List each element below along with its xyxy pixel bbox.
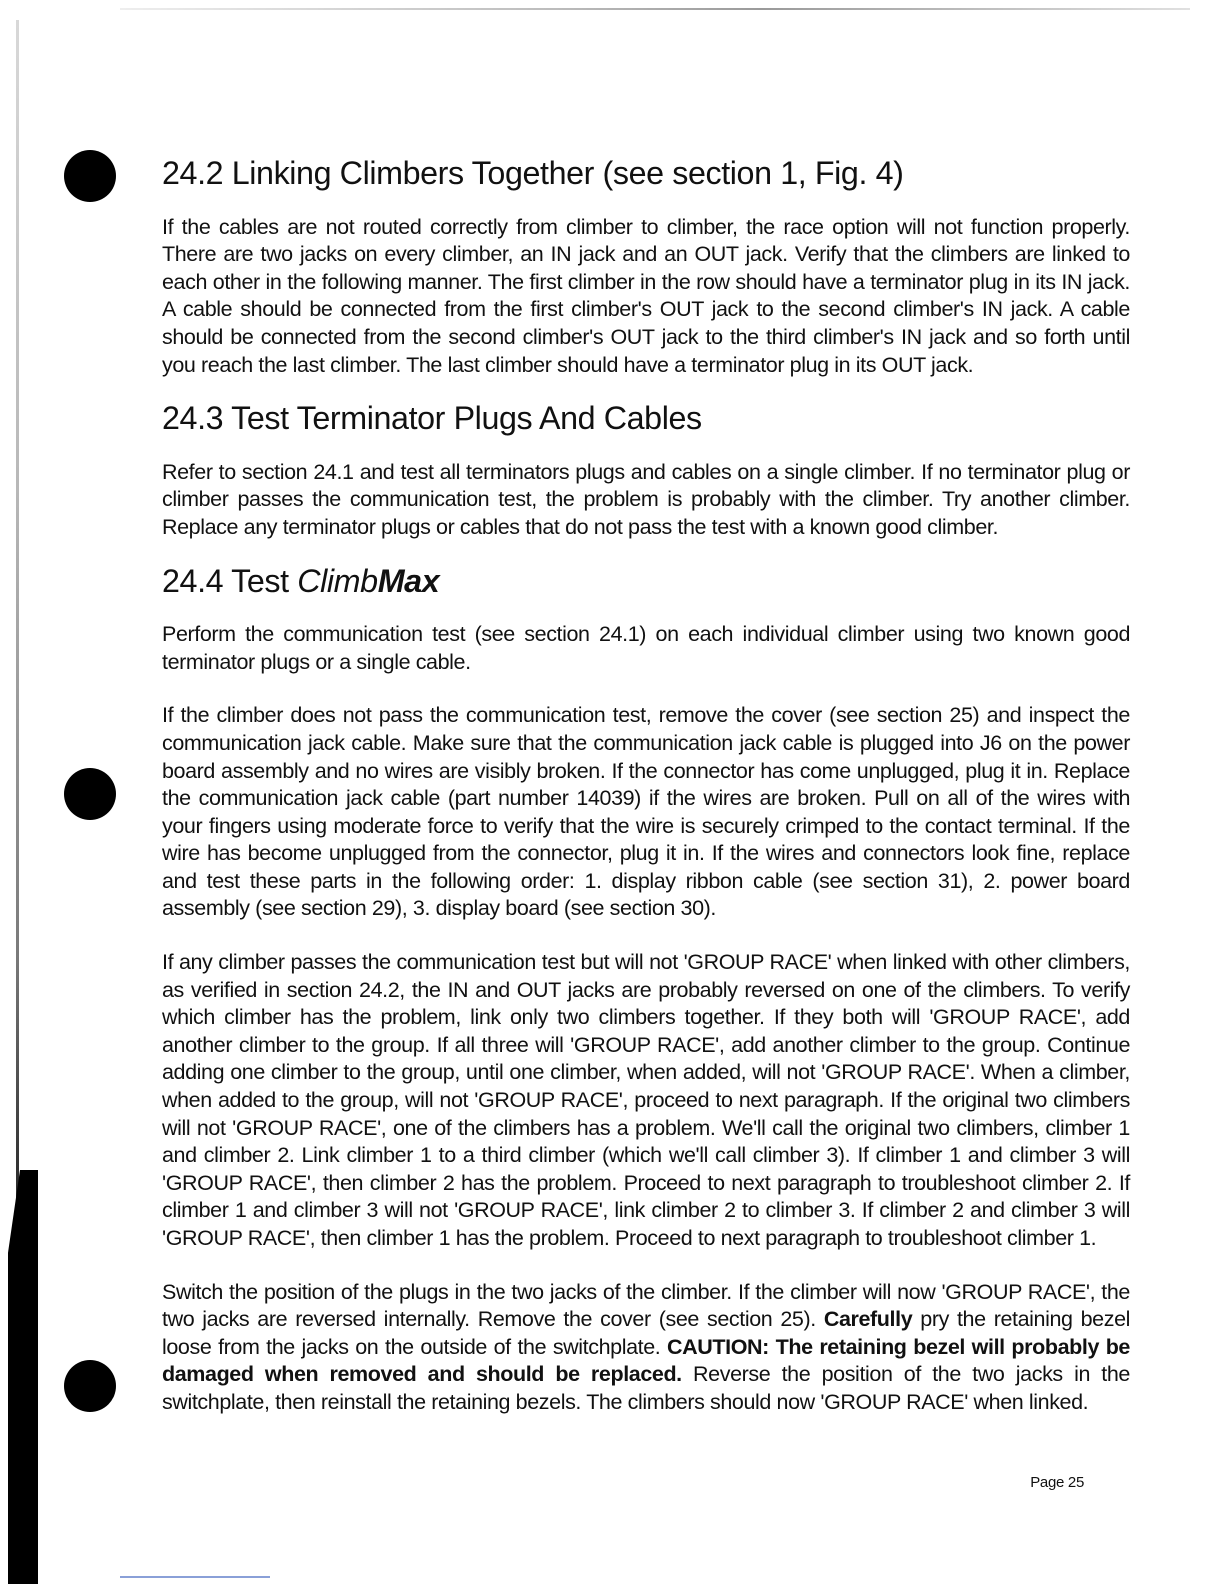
paragraph-4-text-c: pry the retaining bezel loose from the jacks on the outside of the switchplate. bbox=[162, 1307, 1130, 1359]
section-24-4-paragraph-1: Perform the communication test (see section 24.1) on each individual climber using two known good terminator plugs or a single cable. bbox=[162, 622, 1130, 674]
section-heading-24-2: 24.2 Linking Climbers Together (see section 1, Fig. 4) bbox=[162, 155, 904, 191]
scan-edge-bottom bbox=[120, 1576, 270, 1578]
brand-climb: Climb bbox=[297, 562, 378, 599]
brand-max: Max bbox=[377, 562, 440, 599]
binder-hole-middle bbox=[64, 768, 116, 820]
page-number: Page 25 bbox=[1030, 1474, 1084, 1491]
section-24-2-paragraph: If the cables are not routed correctly from climber to climber, the race option will not function properly. There are two jacks on every climber, an IN jack and an OUT jack. Verify that the climbers are linked to each other in the following manner. The first climber in the row should have a terminator plug in its IN jack. A cable should be connected from the first climber's OUT jack to the second climber's IN jack. A cable should be connected from the second climber's OUT jack to the third climber's IN jack and so forth until you reach the last climber. The last climber should have a terminator plug in its OUT jack. bbox=[162, 214, 1130, 377]
binder-hole-bottom bbox=[64, 1360, 116, 1412]
scan-shadow-left bbox=[8, 1170, 38, 1584]
section-24-4-paragraph-3: If any climber passes the communication test but will not 'GROUP RACE' when linked with other climbers, as verified in section 24.2, the IN and OUT jacks are probably reversed on one of the climbers. To verify which climber has the problem, link only two climbers together. If they both will 'GROUP RACE', add another climber to the group. If all three will 'GROUP RACE', add another climber to the group. Continue adding one climber to the group, until one climber, when added, will not 'GROUP RACE'. When a climber, when added to the group, will not 'GROUP RACE', proceed to next paragraph. If the original two climbers will not 'GROUP RACE', one of the climbers has a problem. We'll call the original two climbers, climber 1 and climber 2. Link climber 1 to a third climber (which we'll call climber 3). If climber 1 and climber 3 will 'GROUP RACE', then climber 2 has the problem. Proceed to next paragraph to troubleshoot climber 2. If climber 1 and climber 3 will not 'GROUP RACE', link climber 2 to climber 3. If climber 2 and climber 3 will 'GROUP RACE', then climber 1 has the problem. Proceed to next paragraph to troubleshoot climber 1. bbox=[162, 950, 1130, 1250]
section-heading-24-3: 24.3 Test Terminator Plugs And Cables bbox=[162, 400, 702, 437]
caution-warning: CAUTION: The retaining bezel will probably be damaged when removed and should be replaced. bbox=[162, 1334, 1130, 1387]
section-24-4-paragraph-2: If the climber does not pass the communication test, remove the cover (see section 25) and inspect the communication jack cable. Make sure that the communication jack cable is plugged into J6 on the power board assembly and no wires are visibly broken. If the connector has come unplugged, plug it in. Replace the communication jack cable (part number 14039) if the wires are broken. Pull on all of the wires with your fingers using moderate force to verify that the wire is securely crimped to the contact terminal. If the wire has become unplugged from the connector, plug it in. If the wires and connectors look fine, replace and test these parts in the following order: 1. display ribbon cable (see section 31), 2. power board assembly (see section 29), 3. display board (see section 30). bbox=[162, 703, 1130, 921]
scan-edge-top bbox=[120, 8, 1190, 10]
binder-hole-top bbox=[64, 150, 116, 202]
section-heading-24-4 bbox=[162, 562, 1130, 599]
heading-prefix: 24.4 Test bbox=[162, 562, 298, 599]
section-24-4-paragraph-4 bbox=[162, 1279, 1130, 1417]
document-body bbox=[162, 155, 1130, 1417]
paragraph-4-text-e: Reverse the position of the two jacks in the switchplate, then reinstall the retaining bezels. The climbers should now 'GROUP RACE' when linked. bbox=[162, 1362, 1130, 1414]
paragraph-4-text-a: Switch the position of the plugs in the two jacks of the climber. If the climber will now 'GROUP RACE', the two jacks are reversed internally. Remove the cover (see section 25). bbox=[162, 1279, 1130, 1332]
section-24-3-paragraph: Refer to section 24.1 and test all terminators plugs and cables on a single climber. If no terminator plug or climber passes the communication test, the problem is probably with the climber. Try another climber. Replace any terminator plugs or cables that do not pass the test with a known good climber. bbox=[162, 459, 1130, 539]
carefully-emphasis: Carefully bbox=[823, 1307, 913, 1332]
